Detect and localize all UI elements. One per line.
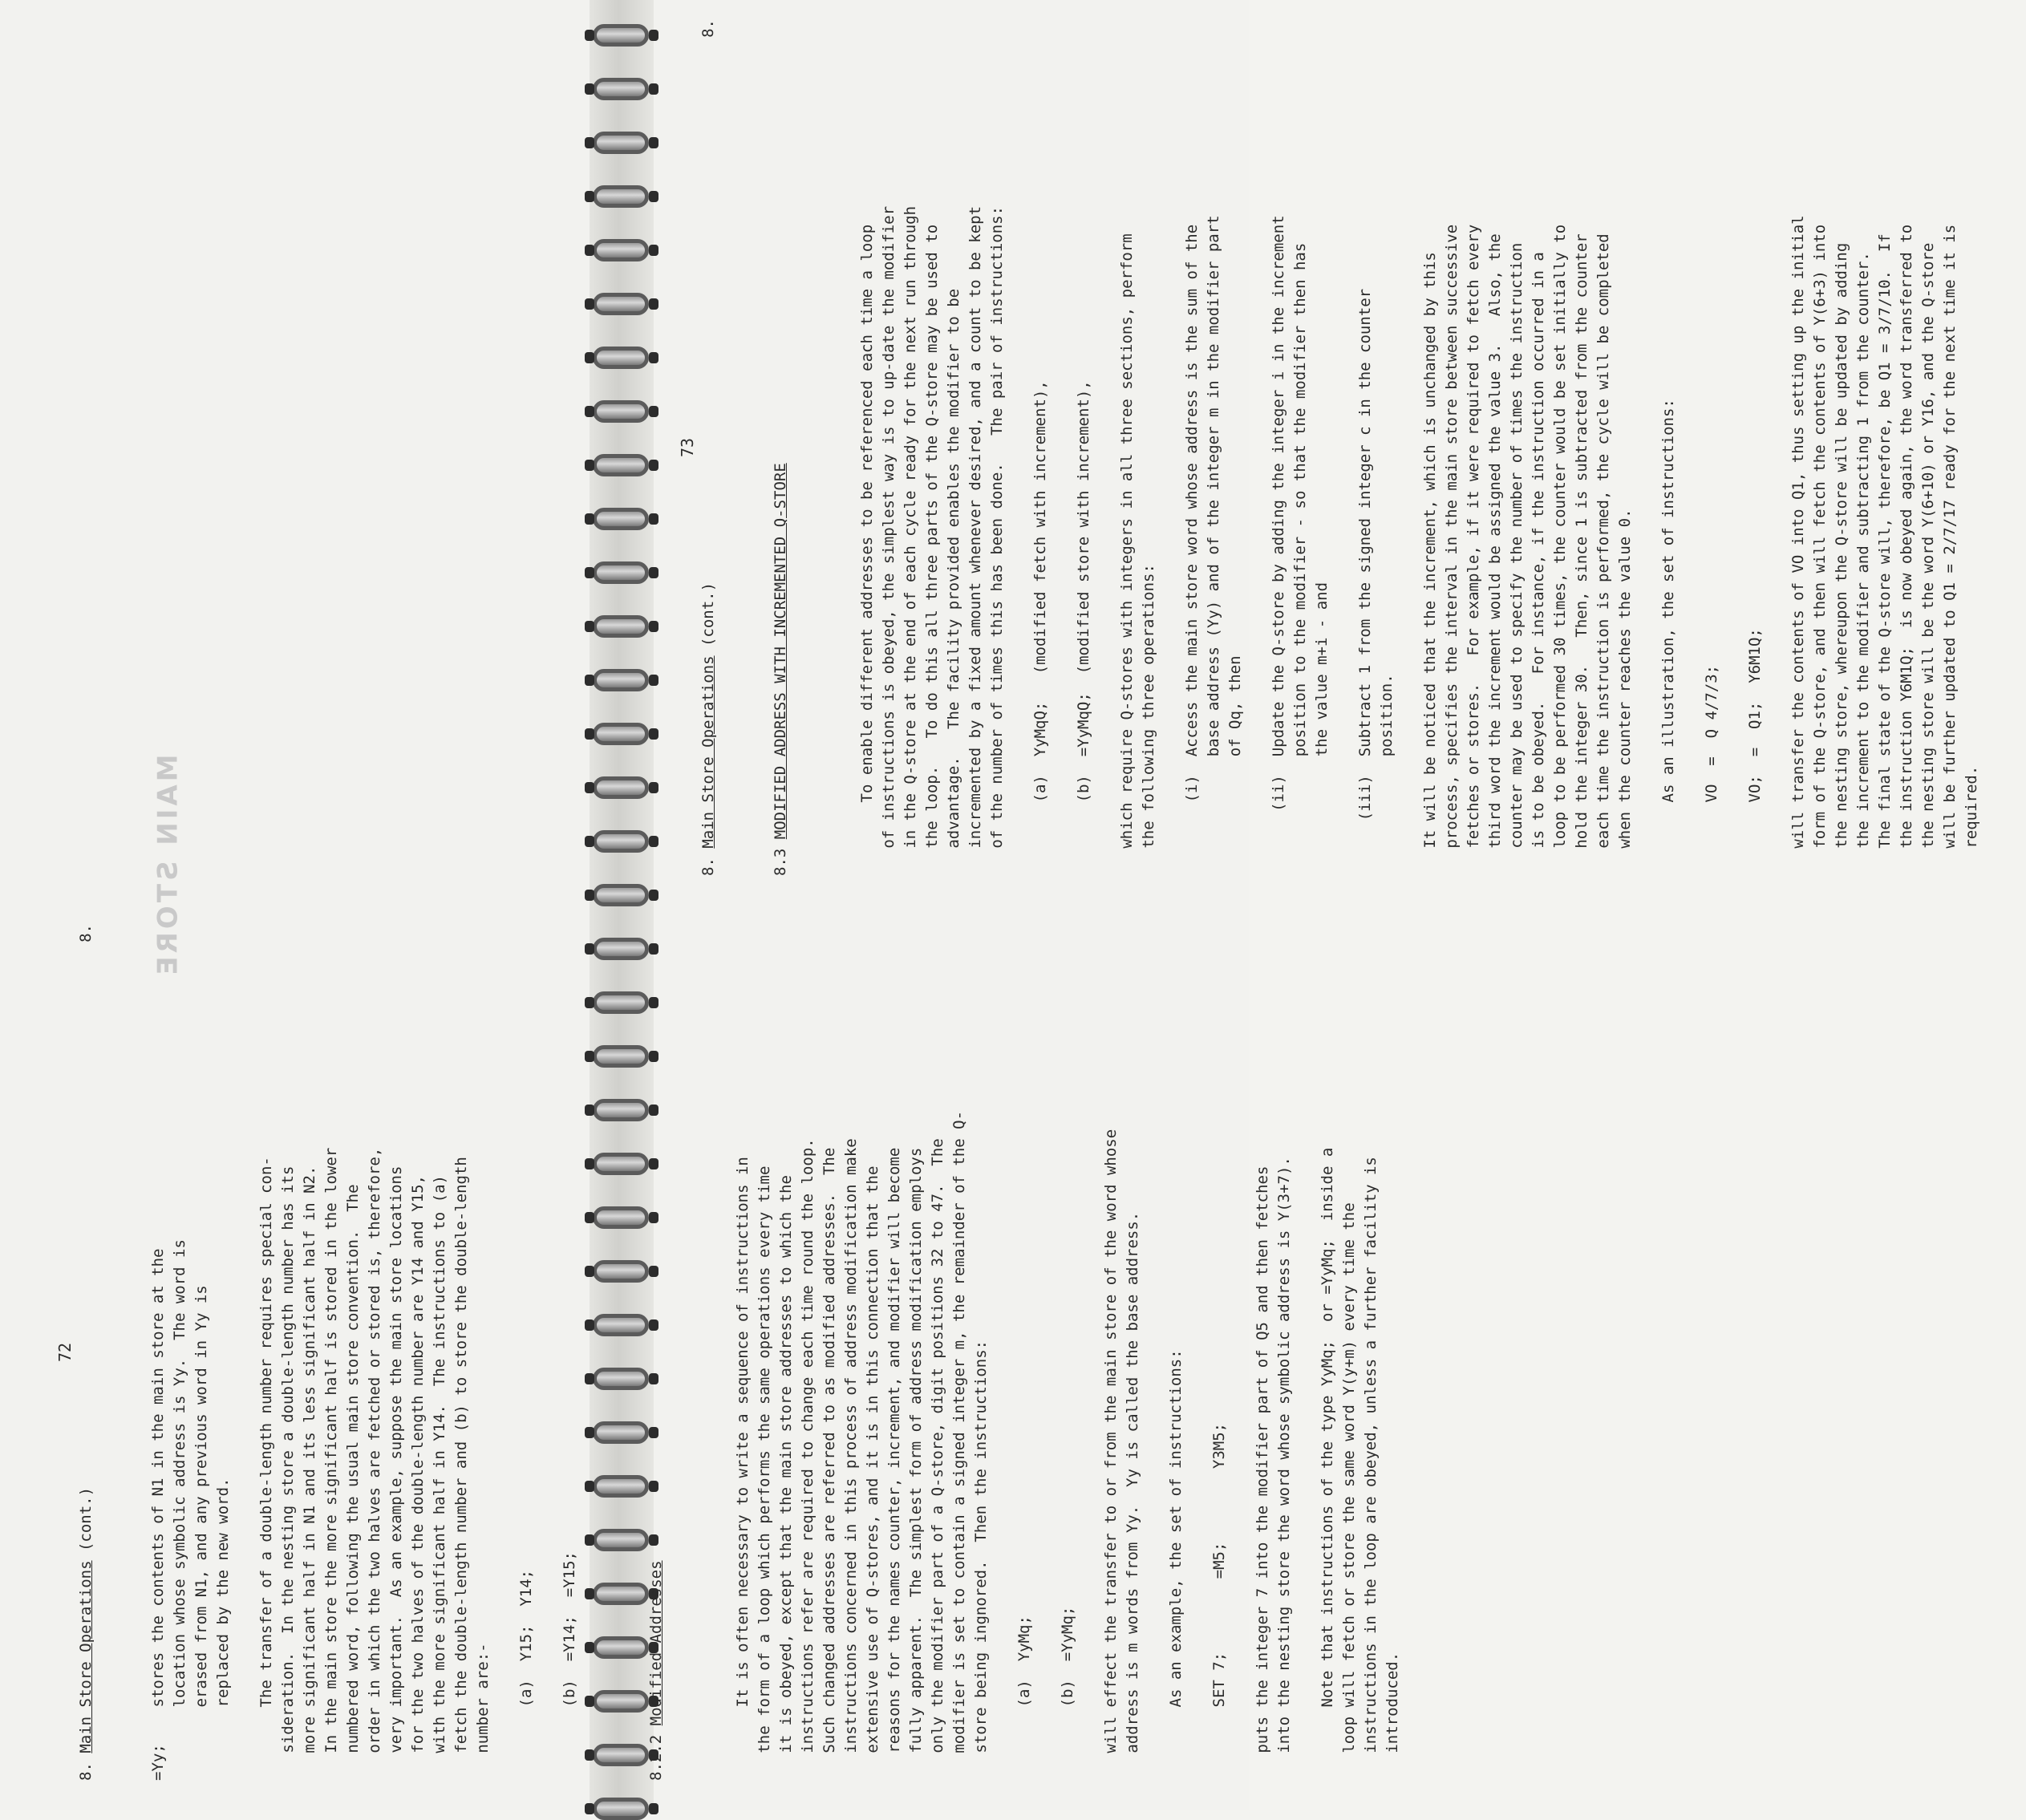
punch-hole: [585, 460, 594, 471]
text-line: [1051, 19, 1073, 876]
text-line: [1079, 924, 1100, 1781]
page-header: [55, 924, 104, 1781]
text-line: instructions refer are required to change each time round the loop.: [799, 1138, 816, 1781]
text-line: hold the integer 30. Then, since 1 is subtracted from the counter: [1573, 233, 1590, 876]
section-heading: 8.3 MODIFIED ADDRESS WITH INCREMENTED Q-STORE: [772, 463, 789, 876]
text-line: base address (Yy) and of the integer m in the modifier part: [1205, 215, 1222, 876]
text-line: (ii) Update the Q-store by adding the integer i in the increment: [1270, 215, 1287, 876]
text-line: instructions in the loop are obeyed, unless a further facility is: [1362, 1157, 1380, 1781]
text-line: address is m words from Yy. Yy is called the base address.: [1124, 1211, 1141, 1781]
text-line: [234, 924, 256, 1781]
text-line: of the number of times this has been done. The pair of instructions:: [988, 205, 1006, 876]
text-line: the following three operations:: [1140, 564, 1157, 876]
text-line: number are:-: [474, 1643, 492, 1781]
text-line: loop to be performed 30 times, the counter would be set initially to: [1551, 224, 1569, 876]
text-line: fetch the double-length number and (b) to store the double-length: [452, 1157, 470, 1781]
text-line: It will be noticed that the increment, which is unchanged by this: [1421, 252, 1439, 876]
text-line: location whose symbolic address is Yy. The word is: [171, 1239, 188, 1781]
text-line: only the modifier part of a Q-store, digit positions 32 to 47. The: [929, 1138, 946, 1781]
text-line: [537, 924, 559, 1781]
text-line: third word the increment would be assigned the value 3. Also, the: [1486, 233, 1504, 876]
punch-hole: [585, 83, 594, 95]
text-line: each time the instruction is performed, the cycle will be completed: [1594, 233, 1612, 876]
text-line: (a) YyMq;: [1015, 1615, 1033, 1781]
text-line: modifier is set to contain a signed integer m, the remainder of the Q-: [950, 1110, 968, 1781]
text-line: incremented by a fixed amount whenever desired, and a count to be kept: [966, 205, 984, 876]
punch-hole: [585, 675, 594, 686]
text-line: [1095, 19, 1116, 876]
text-line: counter may be used to specify the number of times the instruction: [1508, 242, 1526, 876]
punch-hole: [649, 1803, 658, 1814]
text-line: (b) =YyMq;: [1059, 1606, 1076, 1781]
text-line: (i) Access the main store word whose address is the sum of the: [1183, 224, 1201, 876]
text-line: position.: [1378, 674, 1396, 876]
text-line: [1723, 19, 1744, 876]
punch-hole: [585, 836, 594, 847]
text-line: [1187, 924, 1209, 1781]
text-line: (a) YyMqQ; (modified fetch with increment),: [1031, 380, 1049, 876]
text-line: To enable different addresses to be referenced each time a loop: [858, 224, 876, 876]
text-line: fully apparent. The simplest form of address modification employs: [907, 1147, 925, 1781]
text-line: [1766, 19, 1788, 876]
text-line: form of the Q-store, and then will fetch the contents of Y(6+3) into: [1811, 224, 1829, 876]
punch-hole: [585, 621, 594, 632]
text-line: [1246, 19, 1268, 876]
text-line: replaced by the new word.: [214, 1477, 232, 1781]
text-line: it is obeyed, except that the main store addresses to which the: [777, 1175, 795, 1781]
text-line: [835, 19, 857, 876]
text-line: very important. As an example, suppose the main store locations: [387, 1165, 405, 1781]
page-header: [678, 19, 727, 876]
text-line: is to be obeyed. For instance, if the instruction occurred in a: [1530, 252, 1547, 876]
text-line: Such changed addresses are referred to as modified addresses. The: [821, 1147, 838, 1781]
text-line: SET 7; =M5; Y3M5;: [1210, 1422, 1228, 1781]
text-line: It is often necessary to write a sequence of instructions in: [734, 1157, 752, 1781]
text-line: [1636, 19, 1658, 876]
text-line: [1680, 19, 1701, 876]
text-line: extensive use of Q-stores, and it is in this connection that the: [864, 1165, 881, 1781]
text-line: the form of a loop which performs the same operations every time: [756, 1165, 773, 1781]
punch-hole: [585, 567, 594, 578]
text-line: (b) =Y14; =Y15;: [561, 1551, 578, 1781]
body-text-a: [148, 924, 602, 1781]
text-line: =Yy; stores the contents of N1 in the main store at the: [149, 1248, 167, 1781]
punch-hole: [585, 890, 594, 901]
text-line: [1008, 19, 1030, 876]
text-line: puts the integer 7 into the modifier part of Q5 and then fetches: [1254, 1165, 1271, 1781]
page-72: [0, 905, 1401, 1810]
punch-hole: [585, 245, 594, 256]
text-line: As an illustration, the set of instructions:: [1659, 399, 1677, 876]
text-line: [1333, 19, 1355, 876]
text-line: [494, 924, 516, 1781]
text-line: introduced.: [1384, 1652, 1401, 1781]
text-line: will transfer the contents of VO into Q1, thus setting up the initial: [1789, 215, 1807, 876]
text-line: erased from N1, and any previous word in Yy is: [192, 1285, 210, 1781]
text-line: [1295, 924, 1317, 1781]
text-line: [1398, 19, 1420, 876]
text-line: [711, 924, 732, 1781]
text-line: with the more significant half in Y14. The instructions to (a): [431, 1175, 448, 1781]
section-header: 8. Main Store Operations (cont.): [699, 582, 717, 876]
text-line: sideration. In the nesting store a double-length number has its: [279, 1165, 297, 1781]
text-line: In the main store the more significant half is stored in the lower: [322, 1147, 340, 1781]
text-line: of Qq, then: [1226, 655, 1244, 876]
text-line: Note that instructions of the type YyMq; or =YyMq; inside a: [1319, 1147, 1336, 1781]
text-line: advantage. The facility provided enables the modifier to be: [945, 288, 962, 876]
body-text-b: [711, 924, 1404, 1781]
text-line: (iii) Subtract 1 from the signed integer c in the counter: [1356, 288, 1374, 876]
text-line: for the two halves of the double-length number are Y14 and Y15,: [409, 1175, 427, 1781]
text-line: will effect the transfer to or from the main store of the word whose: [1102, 1129, 1120, 1781]
corner-mark: 8.: [699, 19, 717, 38]
text-line: fetches or stores. For example, if it were required to fetch every: [1465, 224, 1482, 876]
punch-hole: [585, 352, 594, 363]
text-line: The final state of the Q-store will, therefore, be Q1 = 3/7/10. If: [1876, 233, 1894, 876]
page-number: 72: [55, 1342, 75, 1363]
page-number: 73: [678, 437, 697, 458]
text-line: [1144, 924, 1165, 1781]
body-text: [835, 19, 1983, 876]
text-line: the instruction Y6M1Q; is now obeyed again, the word transferred to: [1898, 224, 1915, 876]
subsection-heading: 8.2.2 Modified Addresses: [647, 1560, 665, 1781]
corner-mark: 8.: [77, 924, 95, 942]
text-line: required.: [1963, 765, 1980, 876]
text-line: numbered word, following the usual main store convention. The: [344, 1184, 362, 1781]
text-line: (a) Y15; Y14;: [517, 1569, 535, 1781]
text-line: the nesting store will be the word Y(6+10) or Y16, and the Q-store: [1919, 242, 1937, 876]
text-line: when the counter reaches the value 0.: [1616, 509, 1634, 876]
text-line: As an example, the set of instructions:: [1167, 1349, 1185, 1781]
text-line: The transfer of a double-length number requires special con-: [257, 1157, 275, 1781]
text-line: VO = Q 4/7/3;: [1703, 664, 1720, 876]
text-line: [1160, 19, 1181, 876]
text-line: the increment to the modifier and subtracting 1 from the counter.: [1854, 252, 1872, 876]
text-line: (b) =YyMqQ; (modified store with increment),: [1075, 380, 1092, 876]
text-line: the loop. To do this all three parts of the Q-store may be used to: [923, 224, 941, 876]
text-line: [1035, 924, 1057, 1781]
text-line: [1230, 924, 1252, 1781]
text-line: in the Q-store at the end of each cycle ready for the next run through: [902, 205, 919, 876]
punch-hole: [585, 513, 594, 525]
bleed-through-text: MAIN STORE: [152, 754, 184, 979]
page-73: [622, 0, 1980, 905]
punch-hole: [585, 782, 594, 793]
text-line: into the nesting store the word whose symbolic address is Y(3+7).: [1275, 1157, 1293, 1781]
text-line: VO; = Q1; Y6M1Q;: [1746, 628, 1764, 876]
text-line: position to the modifier - so that the modifier then has: [1291, 242, 1309, 876]
punch-hole: [585, 728, 594, 740]
text-line: reasons for the names counter, increment, and modifier will become: [885, 1147, 903, 1781]
text-line: store being ingnored. Then the instructions:: [972, 1340, 990, 1781]
text-line: loop will fetch or store the same word Y(y+m) every time the: [1340, 1202, 1358, 1781]
punch-hole: [585, 137, 594, 148]
text-line: which require Q-stores with integers in all three sections, perform: [1118, 233, 1136, 876]
section-header: 8. Main Store Operations (cont.): [77, 1486, 95, 1781]
text-line: more significant half in N1 and its less significant half in N2.: [301, 1165, 318, 1781]
punch-hole: [585, 30, 594, 41]
text-line: order in which the two halves are fetched or stored is, therefore,: [366, 1147, 383, 1781]
punch-hole: [585, 298, 594, 310]
text-line: [581, 924, 602, 1781]
text-line: the nesting store, whereupon the Q-store will be updated by adding: [1833, 242, 1850, 876]
text-line: instructions concerned in this process of address modification make: [842, 1138, 860, 1781]
text-line: [992, 924, 1014, 1781]
text-line: of instructions is obeyed, the simplest way is to up-date the modifier: [880, 205, 898, 876]
text-line: the value m+i - and: [1313, 582, 1331, 876]
punch-hole: [585, 191, 594, 202]
text-line: process, specifies the interval in the main store between successive: [1443, 224, 1461, 876]
punch-hole: [585, 406, 594, 417]
text-line: will be further updated to Q1 = 2/7/17 ready for the next time it is: [1941, 224, 1959, 876]
